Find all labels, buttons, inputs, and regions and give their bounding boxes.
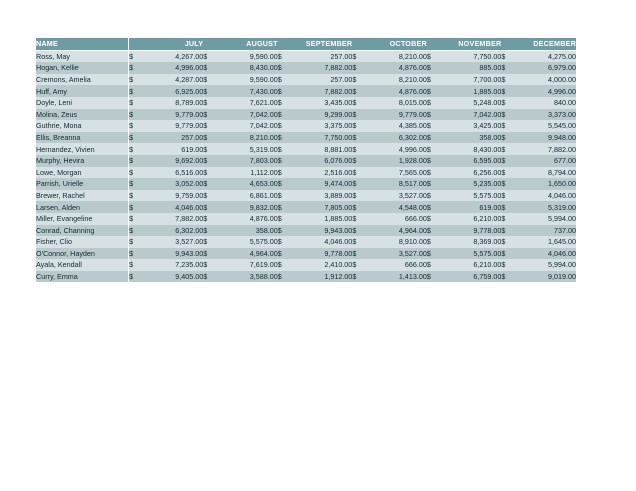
cell-value[interactable]: 3,889.00 — [289, 190, 352, 202]
cell-name[interactable]: Parrish, Urielle — [36, 178, 129, 190]
cell-value[interactable]: 4,287.00 — [140, 74, 203, 86]
cell-currency-symbol: $ — [352, 248, 363, 260]
cell-currency-symbol: $ — [129, 236, 140, 248]
table-row[interactable] — [36, 109, 576, 121]
cell-value[interactable]: 1,645.00 — [512, 236, 576, 248]
cell-value[interactable]: 7,882.00 — [289, 85, 352, 97]
cell-value[interactable]: 7,750.00 — [438, 50, 501, 62]
cell-currency-symbol: $ — [203, 85, 214, 97]
cell-value[interactable]: 8,910.00 — [363, 236, 426, 248]
cell-currency-symbol: $ — [352, 213, 363, 225]
cell-value[interactable]: 1,928.00 — [363, 155, 426, 167]
cell-currency-symbol: $ — [352, 143, 363, 155]
cell-value[interactable]: 8,430.00 — [214, 62, 277, 74]
column-header-currency-4[interactable] — [352, 38, 363, 50]
cell-currency-symbol: $ — [501, 109, 512, 121]
cell-value[interactable]: 9,692.00 — [140, 155, 203, 167]
cell-currency-symbol: $ — [501, 190, 512, 202]
cell-value[interactable]: 5,575.00 — [438, 248, 501, 260]
cell-currency-symbol: $ — [427, 155, 438, 167]
cell-value[interactable]: 4,964.00 — [214, 248, 277, 260]
cell-currency-symbol: $ — [129, 178, 140, 190]
cell-currency-symbol: $ — [501, 143, 512, 155]
cell-currency-symbol: $ — [129, 109, 140, 121]
table-row[interactable] — [36, 225, 576, 237]
cell-currency-symbol: $ — [501, 271, 512, 283]
cell-value[interactable]: 9,474.00 — [289, 178, 352, 190]
table-row[interactable] — [36, 50, 576, 62]
cell-value[interactable]: 1,912.00 — [289, 271, 352, 283]
cell-currency-symbol: $ — [278, 143, 289, 155]
column-header-month-4[interactable]: OCTOBER — [363, 38, 426, 50]
column-header-month-6[interactable]: DECEMBER — [512, 38, 576, 50]
cell-currency-symbol: $ — [203, 132, 214, 144]
cell-currency-symbol: $ — [203, 74, 214, 86]
cell-currency-symbol: $ — [203, 201, 214, 213]
cell-value[interactable]: 358.00 — [438, 132, 501, 144]
cell-value[interactable]: 4,653.00 — [214, 178, 277, 190]
cell-currency-symbol: $ — [501, 178, 512, 190]
cell-currency-symbol: $ — [427, 236, 438, 248]
cell-currency-symbol: $ — [129, 132, 140, 144]
cell-value[interactable]: 7,805.00 — [289, 201, 352, 213]
cell-currency-symbol: $ — [278, 167, 289, 179]
cell-value[interactable]: 1,112.00 — [214, 167, 277, 179]
cell-value[interactable]: 6,210.00 — [438, 213, 501, 225]
cell-value[interactable]: 9,299.00 — [289, 109, 352, 121]
cell-currency-symbol: $ — [427, 201, 438, 213]
cell-currency-symbol: $ — [129, 155, 140, 167]
cell-value[interactable]: 4,876.00 — [214, 213, 277, 225]
column-header-currency-5[interactable] — [427, 38, 438, 50]
cell-value[interactable]: 3,588.00 — [214, 271, 277, 283]
cell-value[interactable]: 5,248.00 — [438, 97, 501, 109]
cell-currency-symbol: $ — [129, 190, 140, 202]
cell-currency-symbol: $ — [501, 167, 512, 179]
cell-currency-symbol: $ — [501, 155, 512, 167]
cell-value[interactable]: 257.00 — [289, 74, 352, 86]
data-table — [36, 38, 576, 282]
table-row[interactable] — [36, 271, 576, 283]
cell-value[interactable]: 6,302.00 — [363, 132, 426, 144]
cell-currency-symbol: $ — [427, 271, 438, 283]
cell-value[interactable]: 666.00 — [363, 259, 426, 271]
cell-value[interactable]: 9,943.00 — [289, 225, 352, 237]
cell-value[interactable]: 619.00 — [438, 201, 501, 213]
cell-value[interactable]: 1,885.00 — [438, 85, 501, 97]
cell-currency-symbol: $ — [501, 120, 512, 132]
cell-value[interactable]: 4,385.00 — [363, 120, 426, 132]
cell-name[interactable]: Hogan, Kellie — [36, 62, 129, 74]
cell-value[interactable]: 4,267.00 — [140, 50, 203, 62]
cell-value[interactable]: 6,925.00 — [140, 85, 203, 97]
cell-currency-symbol: $ — [278, 225, 289, 237]
cell-currency-symbol: $ — [129, 97, 140, 109]
cell-name[interactable]: Molina, Zeus — [36, 109, 129, 121]
cell-value[interactable]: 8,015.00 — [363, 97, 426, 109]
cell-value[interactable]: 737.00 — [512, 225, 576, 237]
cell-value[interactable]: 4,275.00 — [512, 50, 576, 62]
table-row[interactable] — [36, 155, 576, 167]
cell-currency-symbol: $ — [203, 190, 214, 202]
cell-value[interactable]: 8,369.00 — [438, 236, 501, 248]
cell-currency-symbol: $ — [278, 85, 289, 97]
cell-name[interactable]: Curry, Emma — [36, 271, 129, 283]
cell-value[interactable]: 4,876.00 — [363, 62, 426, 74]
cell-value[interactable]: 4,996.00 — [512, 85, 576, 97]
cell-value[interactable]: 9,405.00 — [140, 271, 203, 283]
cell-value[interactable]: 4,046.00 — [512, 190, 576, 202]
cell-value[interactable]: 9,779.00 — [363, 109, 426, 121]
cell-value[interactable]: 9,943.00 — [140, 248, 203, 260]
cell-currency-symbol: $ — [501, 248, 512, 260]
cell-currency-symbol: $ — [352, 271, 363, 283]
cell-currency-symbol: $ — [129, 85, 140, 97]
cell-currency-symbol: $ — [278, 178, 289, 190]
cell-value[interactable]: 8,430.00 — [438, 143, 501, 155]
cell-name[interactable]: Lowe, Morgan — [36, 167, 129, 179]
cell-currency-symbol: $ — [203, 213, 214, 225]
cell-value[interactable]: 840.00 — [512, 97, 576, 109]
cell-currency-symbol: $ — [427, 248, 438, 260]
cell-value[interactable]: 8,210.00 — [363, 50, 426, 62]
cell-value[interactable]: 6,256.00 — [438, 167, 501, 179]
cell-currency-symbol: $ — [427, 190, 438, 202]
table-row[interactable] — [36, 120, 576, 132]
cell-value[interactable]: 5,319.00 — [512, 201, 576, 213]
cell-currency-symbol: $ — [278, 271, 289, 283]
cell-currency-symbol: $ — [203, 178, 214, 190]
cell-name[interactable]: Ayala, Kendall — [36, 259, 129, 271]
cell-value[interactable]: 3,527.00 — [363, 190, 426, 202]
cell-value[interactable]: 3,527.00 — [363, 248, 426, 260]
cell-currency-symbol: $ — [501, 259, 512, 271]
table-row[interactable] — [36, 201, 576, 213]
column-header-name[interactable]: NAME — [36, 38, 129, 50]
cell-value[interactable]: 4,964.00 — [363, 225, 426, 237]
cell-currency-symbol: $ — [501, 62, 512, 74]
cell-currency-symbol: $ — [501, 132, 512, 144]
cell-currency-symbol: $ — [501, 225, 512, 237]
cell-currency-symbol: $ — [278, 259, 289, 271]
table-row[interactable] — [36, 74, 576, 86]
cell-name[interactable]: Brewer, Rachel — [36, 190, 129, 202]
cell-currency-symbol: $ — [352, 74, 363, 86]
cell-value[interactable]: 619.00 — [140, 143, 203, 155]
cell-name[interactable]: Guthrie, Mona — [36, 120, 129, 132]
table-row[interactable] — [36, 85, 576, 97]
cell-value[interactable]: 7,235.00 — [140, 259, 203, 271]
column-header-month-5[interactable]: NOVEMBER — [438, 38, 501, 50]
cell-currency-symbol: $ — [352, 120, 363, 132]
cell-currency-symbol: $ — [129, 167, 140, 179]
cell-currency-symbol: $ — [129, 248, 140, 260]
cell-name[interactable]: Miller, Evangeline — [36, 213, 129, 225]
cell-value[interactable]: 7,565.00 — [363, 167, 426, 179]
cell-value[interactable]: 3,052.00 — [140, 178, 203, 190]
cell-value[interactable]: 8,794.00 — [512, 167, 576, 179]
cell-value[interactable]: 6,076.00 — [289, 155, 352, 167]
cell-value[interactable]: 1,413.00 — [363, 271, 426, 283]
cell-value[interactable]: 5,994.00 — [512, 213, 576, 225]
cell-currency-symbol: $ — [352, 236, 363, 248]
cell-currency-symbol: $ — [129, 213, 140, 225]
cell-currency-symbol: $ — [278, 120, 289, 132]
table-row[interactable] — [36, 178, 576, 190]
cell-value[interactable]: 7,700.00 — [438, 74, 501, 86]
cell-value[interactable]: 9,590.00 — [214, 50, 277, 62]
cell-value[interactable]: 9,778.00 — [289, 248, 352, 260]
cell-currency-symbol: $ — [278, 109, 289, 121]
column-header-month-3[interactable]: SEPTEMBER — [289, 38, 352, 50]
column-header-month-1[interactable]: JULY — [140, 38, 203, 50]
column-header-currency-2[interactable] — [203, 38, 214, 50]
cell-currency-symbol: $ — [203, 225, 214, 237]
cell-currency-symbol: $ — [352, 225, 363, 237]
cell-value[interactable]: 4,548.00 — [363, 201, 426, 213]
cell-value[interactable]: 8,789.00 — [140, 97, 203, 109]
cell-currency-symbol: $ — [129, 50, 140, 62]
cell-currency-symbol: $ — [352, 201, 363, 213]
cell-value[interactable]: 4,000.00 — [512, 74, 576, 86]
cell-currency-symbol: $ — [352, 178, 363, 190]
cell-value[interactable]: 7,621.00 — [214, 97, 277, 109]
cell-currency-symbol: $ — [427, 259, 438, 271]
cell-value[interactable]: 5,235.00 — [438, 178, 501, 190]
cell-currency-symbol: $ — [427, 109, 438, 121]
cell-name[interactable]: Hernandez, Vivien — [36, 143, 129, 155]
cell-currency-symbol: $ — [352, 109, 363, 121]
table-row[interactable] — [36, 190, 576, 202]
cell-name[interactable]: Conrad, Channing — [36, 225, 129, 237]
cell-value[interactable]: 7,430.00 — [214, 85, 277, 97]
cell-currency-symbol: $ — [352, 190, 363, 202]
cell-currency-symbol: $ — [501, 74, 512, 86]
column-header-currency-1[interactable] — [129, 38, 140, 50]
cell-currency-symbol: $ — [352, 132, 363, 144]
cell-currency-symbol: $ — [278, 62, 289, 74]
cell-currency-symbol: $ — [129, 143, 140, 155]
cell-currency-symbol: $ — [427, 50, 438, 62]
cell-value[interactable]: 7,882.00 — [512, 143, 576, 155]
cell-value[interactable]: 8,881.00 — [289, 143, 352, 155]
cell-value[interactable]: 5,575.00 — [214, 236, 277, 248]
cell-value[interactable]: 8,517.00 — [363, 178, 426, 190]
cell-value[interactable]: 6,595.00 — [438, 155, 501, 167]
cell-value[interactable]: 3,375.00 — [289, 120, 352, 132]
cell-currency-symbol: $ — [501, 97, 512, 109]
cell-currency-symbol: $ — [278, 248, 289, 260]
cell-currency-symbol: $ — [278, 213, 289, 225]
cell-currency-symbol: $ — [203, 62, 214, 74]
cell-currency-symbol: $ — [352, 167, 363, 179]
column-header-month-2[interactable]: AUGUST — [214, 38, 277, 50]
cell-currency-symbol: $ — [427, 225, 438, 237]
cell-currency-symbol: $ — [427, 213, 438, 225]
cell-currency-symbol: $ — [203, 248, 214, 260]
cell-name[interactable]: Larsen, Alden — [36, 201, 129, 213]
cell-value[interactable]: 7,803.00 — [214, 155, 277, 167]
cell-value[interactable]: 885.00 — [438, 62, 501, 74]
cell-name[interactable]: Doyle, Leni — [36, 97, 129, 109]
cell-currency-symbol: $ — [129, 259, 140, 271]
cell-currency-symbol: $ — [203, 167, 214, 179]
cell-currency-symbol: $ — [278, 74, 289, 86]
cell-name[interactable]: Cremons, Amelia — [36, 74, 129, 86]
cell-value[interactable]: 1,650.00 — [512, 178, 576, 190]
cell-currency-symbol: $ — [129, 225, 140, 237]
cell-value[interactable]: 6,759.00 — [438, 271, 501, 283]
cell-currency-symbol: $ — [352, 50, 363, 62]
cell-currency-symbol: $ — [278, 97, 289, 109]
cell-currency-symbol: $ — [501, 85, 512, 97]
cell-name[interactable]: Ellis, Breanna — [36, 132, 129, 144]
cell-value[interactable]: 358.00 — [214, 225, 277, 237]
cell-value[interactable]: 7,882.00 — [289, 62, 352, 74]
cell-currency-symbol: $ — [203, 120, 214, 132]
column-header-currency-3[interactable] — [278, 38, 289, 50]
cell-value[interactable]: 8,210.00 — [363, 74, 426, 86]
table-row[interactable] — [36, 143, 576, 155]
cell-currency-symbol: $ — [278, 155, 289, 167]
cell-currency-symbol: $ — [203, 143, 214, 155]
cell-currency-symbol: $ — [278, 50, 289, 62]
cell-currency-symbol: $ — [203, 155, 214, 167]
cell-value[interactable]: 4,046.00 — [140, 201, 203, 213]
cell-currency-symbol: $ — [129, 120, 140, 132]
cell-currency-symbol: $ — [129, 74, 140, 86]
cell-currency-symbol: $ — [427, 97, 438, 109]
cell-value[interactable]: 6,516.00 — [140, 167, 203, 179]
cell-value[interactable]: 7,042.00 — [438, 109, 501, 121]
cell-value[interactable]: 7,042.00 — [214, 120, 277, 132]
table-row[interactable] — [36, 132, 576, 144]
cell-value[interactable]: 3,373.00 — [512, 109, 576, 121]
cell-currency-symbol: $ — [278, 190, 289, 202]
cell-value[interactable]: 7,042.00 — [214, 109, 277, 121]
cell-value[interactable]: 3,435.00 — [289, 97, 352, 109]
cell-value[interactable]: 5,575.00 — [438, 190, 501, 202]
cell-value[interactable]: 6,979.00 — [512, 62, 576, 74]
cell-currency-symbol: $ — [501, 213, 512, 225]
cell-value[interactable]: 2,516.00 — [289, 167, 352, 179]
cell-value[interactable]: 9,019.00 — [512, 271, 576, 283]
cell-currency-symbol: $ — [352, 97, 363, 109]
cell-name[interactable]: Huff, Amy — [36, 85, 129, 97]
cell-currency-symbol: $ — [203, 109, 214, 121]
cell-value[interactable]: 666.00 — [363, 213, 426, 225]
cell-value[interactable]: 5,545.00 — [512, 120, 576, 132]
cell-currency-symbol: $ — [501, 236, 512, 248]
table-row[interactable] — [36, 236, 576, 248]
cell-currency-symbol: $ — [203, 50, 214, 62]
cell-value[interactable]: 4,996.00 — [140, 62, 203, 74]
cell-value[interactable]: 3,425.00 — [438, 120, 501, 132]
cell-currency-symbol: $ — [352, 85, 363, 97]
cell-currency-symbol: $ — [427, 120, 438, 132]
cell-currency-symbol: $ — [427, 132, 438, 144]
table-row[interactable] — [36, 248, 576, 260]
cell-value[interactable]: 4,996.00 — [363, 143, 426, 155]
cell-value[interactable]: 9,779.00 — [140, 109, 203, 121]
cell-value[interactable]: 4,876.00 — [363, 85, 426, 97]
cell-currency-symbol: $ — [427, 62, 438, 74]
cell-currency-symbol: $ — [427, 85, 438, 97]
table-row[interactable] — [36, 62, 576, 74]
cell-currency-symbol: $ — [427, 143, 438, 155]
cell-value[interactable]: 9,590.00 — [214, 74, 277, 86]
cell-currency-symbol: $ — [352, 259, 363, 271]
cell-currency-symbol: $ — [427, 178, 438, 190]
cell-value[interactable]: 2,410.00 — [289, 259, 352, 271]
table-row[interactable] — [36, 259, 576, 271]
cell-currency-symbol: $ — [427, 74, 438, 86]
cell-currency-symbol: $ — [203, 271, 214, 283]
cell-value[interactable]: 4,046.00 — [512, 248, 576, 260]
cell-name[interactable]: Fisher, Clio — [36, 236, 129, 248]
cell-currency-symbol: $ — [203, 236, 214, 248]
table-row[interactable] — [36, 167, 576, 179]
spreadsheet-table-area — [36, 38, 576, 282]
cell-name[interactable]: O'Connor, Hayden — [36, 248, 129, 260]
cell-currency-symbol: $ — [129, 62, 140, 74]
cell-value[interactable]: 4,046.00 — [289, 236, 352, 248]
cell-value[interactable]: 257.00 — [289, 50, 352, 62]
cell-value[interactable]: 9,948.00 — [512, 132, 576, 144]
table-row[interactable] — [36, 97, 576, 109]
cell-currency-symbol: $ — [501, 50, 512, 62]
cell-value[interactable]: 7,882.00 — [140, 213, 203, 225]
cell-currency-symbol: $ — [352, 155, 363, 167]
cell-currency-symbol: $ — [427, 167, 438, 179]
cell-currency-symbol: $ — [129, 201, 140, 213]
cell-value[interactable]: 6,302.00 — [140, 225, 203, 237]
cell-name[interactable]: Murphy, Hevira — [36, 155, 129, 167]
cell-value[interactable]: 7,750.00 — [289, 132, 352, 144]
cell-value[interactable]: 257.00 — [140, 132, 203, 144]
cell-currency-symbol: $ — [203, 97, 214, 109]
cell-value[interactable]: 9,832.00 — [214, 201, 277, 213]
cell-value[interactable]: 3,527.00 — [140, 236, 203, 248]
cell-value[interactable]: 9,778.00 — [438, 225, 501, 237]
cell-value[interactable]: 5,319.00 — [214, 143, 277, 155]
cell-currency-symbol: $ — [129, 271, 140, 283]
table-row[interactable] — [36, 213, 576, 225]
cell-value[interactable]: 9,759.00 — [140, 190, 203, 202]
column-header-currency-6[interactable] — [501, 38, 512, 50]
cell-currency-symbol: $ — [203, 259, 214, 271]
cell-value[interactable]: 9,779.00 — [140, 120, 203, 132]
cell-value[interactable]: 1,885.00 — [289, 213, 352, 225]
cell-currency-symbol: $ — [352, 62, 363, 74]
table-header-row — [36, 38, 576, 50]
cell-value[interactable]: 6,210.00 — [438, 259, 501, 271]
cell-value[interactable]: 5,994.00 — [512, 259, 576, 271]
cell-currency-symbol: $ — [278, 201, 289, 213]
cell-currency-symbol: $ — [278, 132, 289, 144]
cell-currency-symbol: $ — [501, 201, 512, 213]
cell-value[interactable]: 677.00 — [512, 155, 576, 167]
cell-value[interactable]: 6,861.00 — [214, 190, 277, 202]
cell-value[interactable]: 7,619.00 — [214, 259, 277, 271]
cell-value[interactable]: 8,210.00 — [214, 132, 277, 144]
cell-currency-symbol: $ — [278, 236, 289, 248]
cell-name[interactable]: Ross, May — [36, 50, 129, 62]
